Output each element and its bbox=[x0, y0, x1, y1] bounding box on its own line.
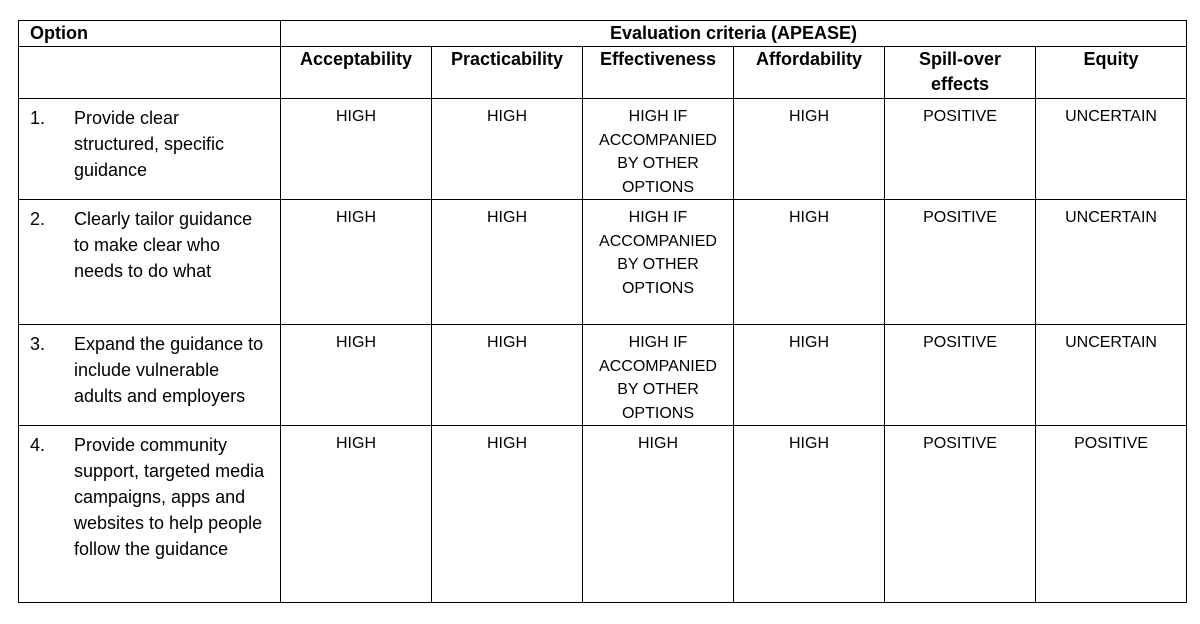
option-description: Provide community support, targeted media campaigns, apps and websites to help people follow the guidance bbox=[74, 435, 265, 559]
apease-evaluation-table bbox=[18, 20, 1187, 603]
table-row bbox=[19, 200, 1187, 325]
practicability-value: HIGH bbox=[432, 99, 583, 200]
header-row-criteria bbox=[19, 47, 1187, 99]
option-cell bbox=[19, 325, 281, 426]
effectiveness-value: HIGH IF ACCOMPANIED BY OTHER OPTIONS bbox=[583, 325, 734, 426]
option-subheader-blank bbox=[19, 47, 281, 99]
criterion-header-acceptability: Acceptability bbox=[281, 47, 432, 99]
acceptability-value: HIGH bbox=[281, 99, 432, 200]
acceptability-value: HIGH bbox=[281, 200, 432, 325]
option-cell bbox=[19, 99, 281, 200]
header-row-top bbox=[19, 21, 1187, 47]
practicability-value: HIGH bbox=[432, 426, 583, 603]
criterion-header-affordability: Affordability bbox=[734, 47, 885, 99]
option-cell bbox=[19, 200, 281, 325]
practicability-value: HIGH bbox=[432, 200, 583, 325]
spill-over-effects-value: POSITIVE bbox=[885, 99, 1036, 200]
spill-over-effects-value: POSITIVE bbox=[885, 426, 1036, 603]
criterion-header-spill-over-effects: Spill-over effects bbox=[885, 47, 1036, 99]
spill-over-effects-value: POSITIVE bbox=[885, 325, 1036, 426]
affordability-value: HIGH bbox=[734, 99, 885, 200]
criterion-header-practicability: Practicability bbox=[432, 47, 583, 99]
option-number: 2. bbox=[30, 209, 46, 229]
equity-value: UNCERTAIN bbox=[1036, 200, 1187, 325]
effectiveness-value: HIGH bbox=[583, 426, 734, 603]
acceptability-value: HIGH bbox=[281, 325, 432, 426]
option-number: 3. bbox=[30, 334, 46, 354]
option-number: 1. bbox=[30, 108, 46, 128]
affordability-value: HIGH bbox=[734, 325, 885, 426]
effectiveness-value: HIGH IF ACCOMPANIED BY OTHER OPTIONS bbox=[583, 200, 734, 325]
acceptability-value: HIGH bbox=[281, 426, 432, 603]
option-description: Clearly tailor guidance to make clear who needs to do what bbox=[74, 209, 253, 281]
option-number: 4. bbox=[30, 435, 46, 455]
spill-over-effects-value: POSITIVE bbox=[885, 200, 1036, 325]
affordability-value: HIGH bbox=[734, 426, 885, 603]
equity-value: POSITIVE bbox=[1036, 426, 1187, 603]
evaluation-criteria-header: Evaluation criteria (APEASE) bbox=[281, 21, 1187, 47]
option-cell bbox=[19, 426, 281, 603]
table-row bbox=[19, 426, 1187, 603]
option-column-header: Option bbox=[19, 21, 281, 47]
effectiveness-value: HIGH IF ACCOMPANIED BY OTHER OPTIONS bbox=[583, 99, 734, 200]
equity-value: UNCERTAIN bbox=[1036, 325, 1187, 426]
equity-value: UNCERTAIN bbox=[1036, 99, 1187, 200]
affordability-value: HIGH bbox=[734, 200, 885, 325]
option-description: Provide clear structured, specific guidance bbox=[74, 108, 225, 180]
criterion-header-effectiveness: Effectiveness bbox=[583, 47, 734, 99]
practicability-value: HIGH bbox=[432, 325, 583, 426]
criterion-header-equity: Equity bbox=[1036, 47, 1187, 99]
table-row bbox=[19, 325, 1187, 426]
option-description: Expand the guidance to include vulnerable adults and employers bbox=[74, 334, 264, 406]
table-row bbox=[19, 99, 1187, 200]
